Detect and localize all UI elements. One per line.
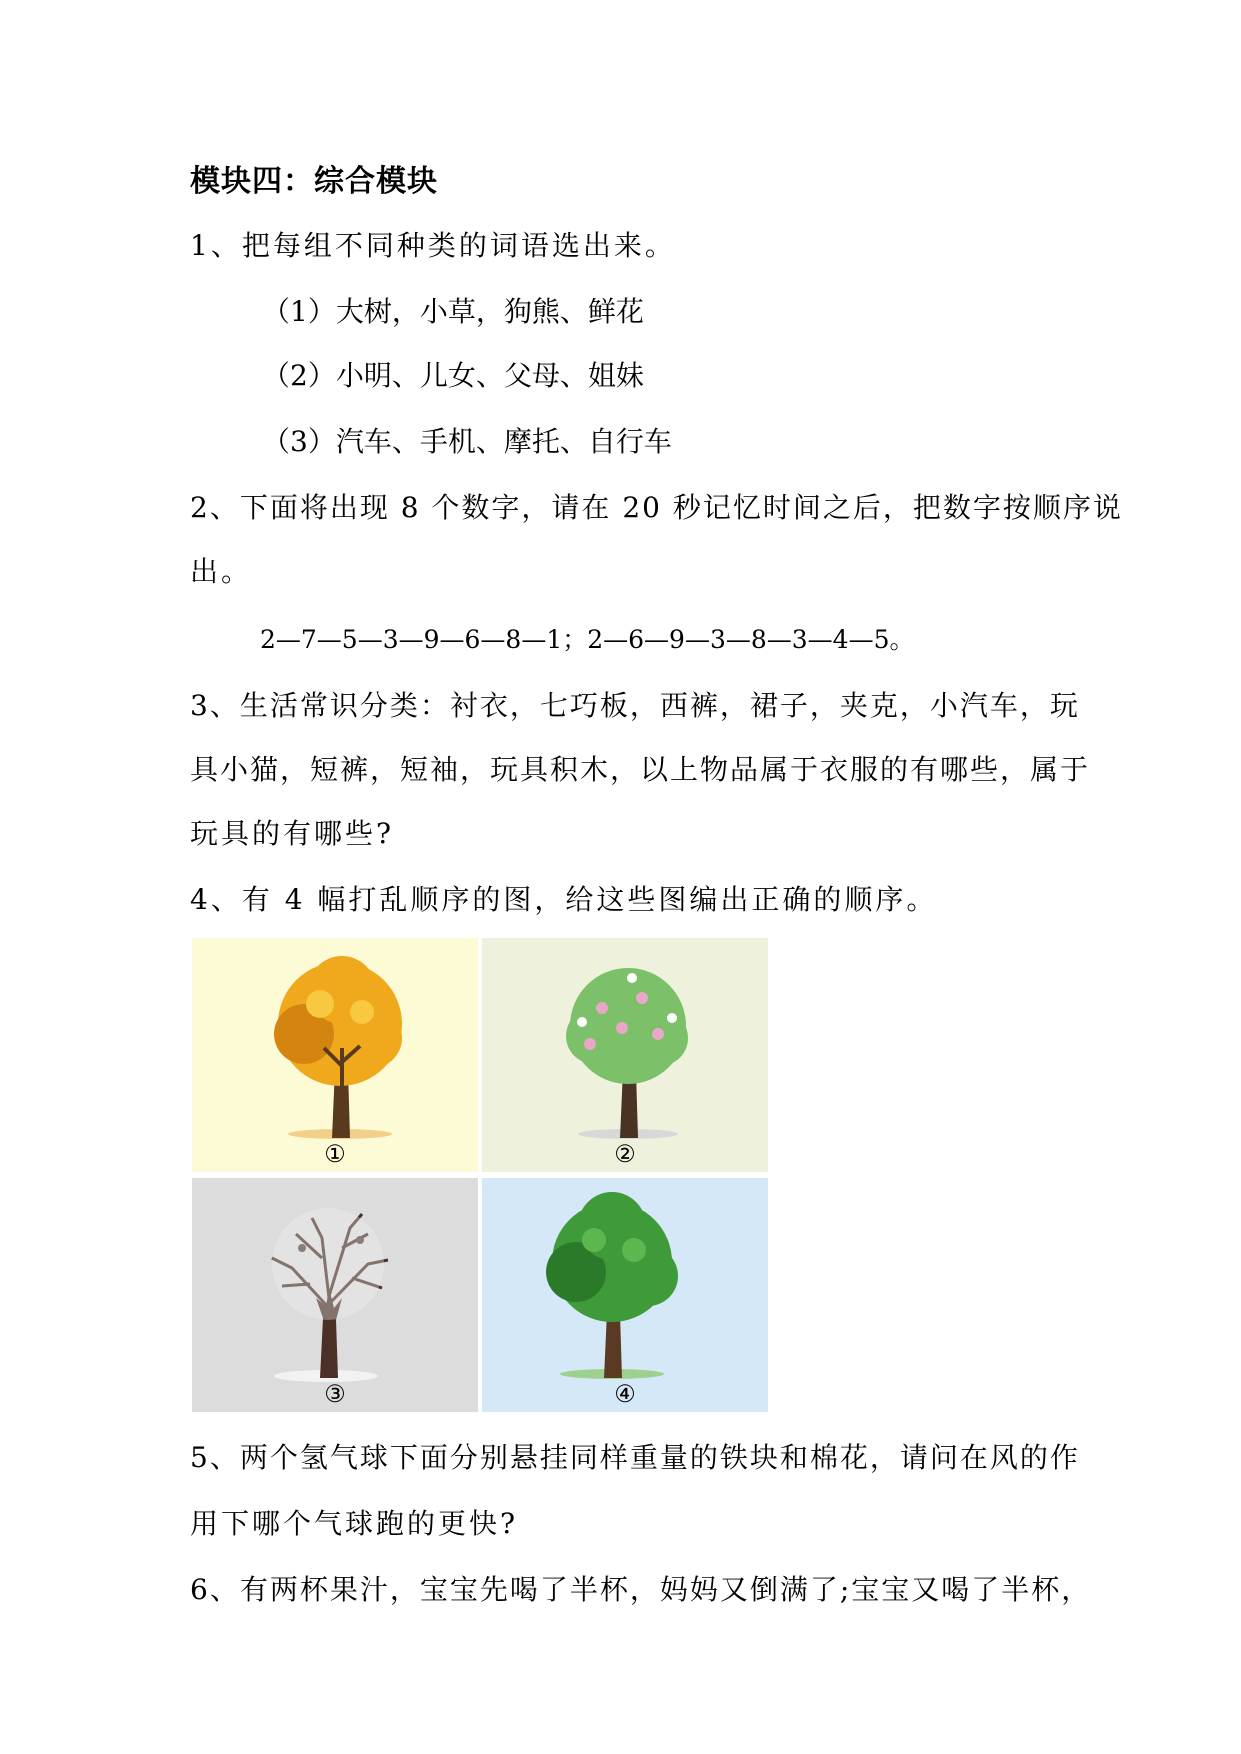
question-2-line-2: 出。	[190, 555, 253, 588]
question-2-line-1: 2、下面将出现 8 个数字，请在 20 秒记忆时间之后，把数字按顺序说	[190, 491, 1123, 524]
module-title: 模块四：综合模块	[190, 164, 438, 199]
question-6-line-1: 6、有两杯果汁，宝宝先喝了半杯，妈妈又倒满了;宝宝又喝了半杯，	[190, 1573, 1092, 1606]
question-5-line-2: 用下哪个气球跑的更快?	[190, 1507, 519, 1540]
summer-green-tree-icon	[482, 1178, 768, 1412]
question-3-line-3: 玩具的有哪些?	[190, 817, 395, 850]
four-seasons-tree-figure	[192, 938, 772, 1414]
question-1-item-1: （1）大树，小草，狗熊、鲜花	[262, 295, 644, 328]
question-1-item-2: （2）小明、儿女、父母、姐妹	[262, 359, 644, 392]
autumn-tree-icon	[192, 938, 478, 1172]
panel-3-label: ③	[324, 1380, 346, 1408]
question-5-line-1: 5、两个氢气球下面分别悬挂同样重量的铁块和棉花，请问在风的作	[190, 1441, 1080, 1474]
winter-bare-tree-icon	[192, 1178, 478, 1412]
number-sequence: 2—7—5—3—9—6—8—1；2—6—9—3—8—3—4—5。	[260, 625, 915, 654]
tree-panel-4	[482, 1178, 768, 1412]
question-1: 1、把每组不同种类的词语选出来。	[190, 229, 676, 262]
question-4: 4、有 4 幅打乱顺序的图，给这些图编出正确的顺序。	[190, 883, 938, 916]
question-3-line-1: 3、生活常识分类：衬衣，七巧板，西裤，裙子，夹克，小汽车，玩	[190, 689, 1080, 722]
panel-1-label: ①	[324, 1140, 346, 1168]
panel-4-label: ④	[614, 1380, 636, 1408]
spring-blossom-tree-icon	[482, 938, 768, 1172]
question-3-line-2: 具小猫，短裤，短袖，玩具积木，以上物品属于衣服的有哪些，属于	[190, 753, 1091, 786]
tree-panel-1	[192, 938, 478, 1172]
panel-2-label: ②	[614, 1140, 636, 1168]
tree-panel-2	[482, 938, 768, 1172]
question-1-item-3: （3）汽车、手机、摩托、自行车	[262, 425, 672, 458]
tree-panel-3	[192, 1178, 478, 1412]
